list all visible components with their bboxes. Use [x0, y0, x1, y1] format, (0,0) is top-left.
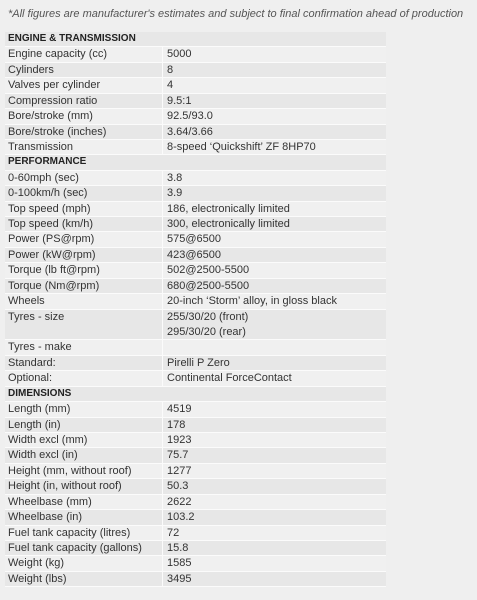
- disclaimer-note: *All figures are manufacturer's estimates and subject to final confirmation ahead of production: [8, 8, 464, 20]
- spec-label: 0-60mph (sec): [5, 171, 163, 185]
- section-title: ENGINE & TRANSMISSION: [8, 33, 136, 44]
- spec-label: Tyres - make: [5, 340, 163, 354]
- spec-label: Width excl (in): [5, 448, 163, 462]
- spec-row: [5, 63, 386, 78]
- section-title: PERFORMANCE: [8, 156, 87, 168]
- spec-value: 1277: [167, 464, 192, 477]
- section-title: DIMENSIONS: [8, 387, 72, 399]
- spec-value: Pirelli P Zero: [167, 356, 230, 369]
- spec-row: [5, 248, 386, 263]
- tyre-size-rear: 295/30/20 (rear): [167, 326, 246, 339]
- spec-value: 423@6500: [167, 248, 221, 261]
- spec-label: Top speed (mph): [5, 202, 163, 216]
- tyre-size-front: 255/30/20 (front): [167, 310, 249, 323]
- spec-value: 75.7: [167, 449, 189, 462]
- spec-value: 4: [167, 79, 174, 92]
- spec-row: [5, 572, 386, 587]
- spec-row: [5, 402, 386, 417]
- spec-row: [5, 263, 386, 278]
- spec-row: [5, 526, 386, 541]
- spec-label: Length (mm): [5, 402, 163, 416]
- spec-value: 1585: [167, 557, 192, 570]
- spec-value-multi: [163, 310, 386, 340]
- spec-row: [5, 202, 386, 217]
- spec-value: 502@2500-5500: [167, 264, 250, 277]
- spec-label: Weight (lbs): [5, 572, 163, 586]
- spec-label: Weight (kg): [5, 556, 163, 570]
- spec-label: Wheelbase (in): [5, 510, 163, 524]
- spec-row: [5, 186, 386, 201]
- spec-value: [163, 340, 386, 354]
- spec-label: Fuel tank capacity (litres): [5, 526, 163, 540]
- spec-value: 3495: [167, 572, 192, 585]
- spec-value: 3.64/3.66: [167, 125, 213, 138]
- spec-row: [5, 433, 386, 448]
- spec-label: Compression ratio: [5, 94, 163, 108]
- spec-row: [5, 495, 386, 510]
- spec-label: Standard:: [5, 356, 163, 370]
- spec-value: 3.9: [167, 187, 183, 200]
- spec-row: [5, 541, 386, 556]
- spec-label: 0-100km/h (sec): [5, 186, 163, 200]
- spec-row: [5, 140, 386, 155]
- spec-value: 15.8: [167, 541, 189, 554]
- spec-row: [5, 464, 386, 479]
- spec-value: 103.2: [167, 511, 195, 524]
- spec-table: [5, 32, 386, 587]
- spec-row: [5, 94, 386, 109]
- spec-label: Valves per cylinder: [5, 78, 163, 92]
- spec-label: Length (in): [5, 418, 163, 432]
- spec-label: Top speed (km/h): [5, 217, 163, 231]
- spec-row: [5, 232, 386, 247]
- spec-value: 680@2500-5500: [167, 279, 250, 292]
- spec-label: Torque (Nm@rpm): [5, 279, 163, 293]
- spec-row: [5, 47, 386, 62]
- spec-row: [5, 125, 386, 140]
- spec-row: [5, 171, 386, 186]
- spec-row: [5, 448, 386, 463]
- spec-value: 4519: [167, 403, 192, 416]
- spec-value: Continental ForceContact: [167, 372, 292, 385]
- spec-value: 50.3: [167, 480, 189, 493]
- spec-row: [5, 109, 386, 124]
- spec-value: 8: [167, 63, 174, 76]
- spec-label: Bore/stroke (inches): [5, 125, 163, 139]
- spec-value: 1923: [167, 433, 192, 446]
- spec-row-tyre-size: [5, 310, 386, 341]
- spec-label: Optional:: [5, 371, 163, 385]
- spec-label: Fuel tank capacity (gallons): [5, 541, 163, 555]
- spec-row: [5, 217, 386, 232]
- spec-value: 72: [167, 526, 180, 539]
- spec-value: 3.8: [167, 171, 183, 184]
- spec-label: Height (in, without roof): [5, 479, 163, 493]
- spec-value: 9.5:1: [167, 94, 192, 107]
- section-header-performance: [5, 155, 386, 170]
- spec-label: Width excl (mm): [5, 433, 163, 447]
- spec-value: 178: [167, 418, 186, 431]
- spec-label: Torque (lb ft@rpm): [5, 263, 163, 277]
- spec-label: Transmission: [5, 140, 163, 154]
- spec-row: [5, 510, 386, 525]
- spec-label: Power (kW@rpm): [5, 248, 163, 262]
- spec-value: 575@6500: [167, 233, 221, 246]
- spec-value: 186, electronically limited: [167, 202, 290, 215]
- spec-row: [5, 479, 386, 494]
- section-header-engine: [5, 32, 386, 47]
- spec-value: 2622: [167, 495, 192, 508]
- spec-value: 92.5/93.0: [167, 110, 213, 123]
- spec-label: Cylinders: [5, 63, 163, 77]
- spec-label: Engine capacity (cc): [5, 47, 163, 61]
- spec-label: Height (mm, without roof): [5, 464, 163, 478]
- spec-value: 5000: [167, 48, 192, 61]
- section-header-dimensions: [5, 387, 386, 402]
- spec-row: [5, 78, 386, 93]
- spec-row: [5, 418, 386, 433]
- spec-label: Power (PS@rpm): [5, 232, 163, 246]
- spec-row: [5, 294, 386, 309]
- spec-row: [5, 340, 386, 355]
- spec-value: 8-speed ‘Quickshift’ ZF 8HP70: [167, 140, 316, 153]
- spec-label: Bore/stroke (mm): [5, 109, 163, 123]
- spec-row: [5, 279, 386, 294]
- spec-row: [5, 356, 386, 371]
- spec-row: [5, 371, 386, 386]
- spec-value: 300, electronically limited: [167, 218, 290, 231]
- spec-label: Wheelbase (mm): [5, 495, 163, 509]
- spec-value: 20-inch ‘Storm’ alloy, in gloss black: [167, 295, 337, 308]
- spec-label: Wheels: [5, 294, 163, 308]
- spec-row: [5, 556, 386, 571]
- spec-label: Tyres - size: [5, 310, 163, 340]
